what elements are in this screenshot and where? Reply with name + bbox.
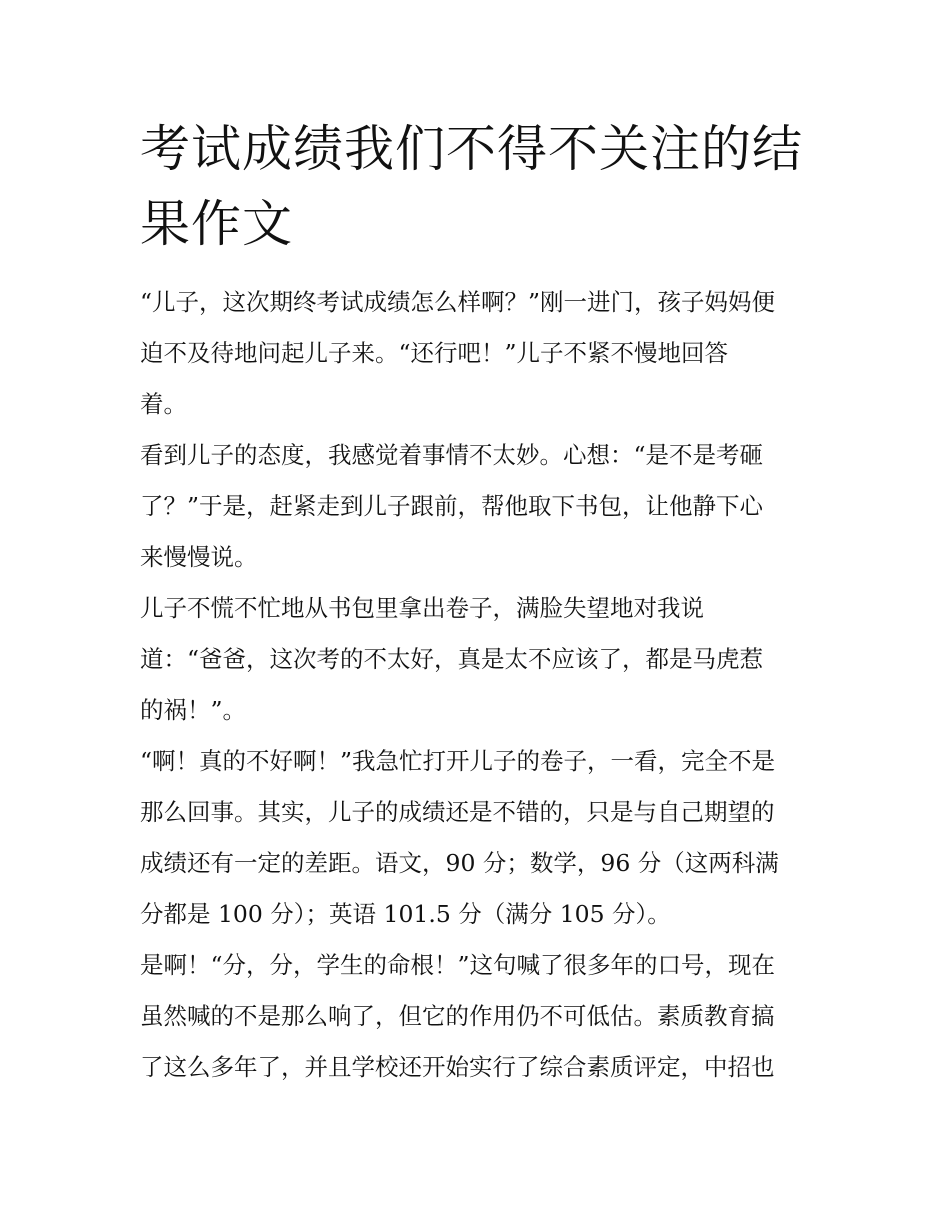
body-line: 分都是 100 分）；英语 101.5 分（满分 105 分）。 [140, 900, 671, 928]
body-line: 成绩还有一定的差距。语文，90 分；数学，96 分（这两科满 [140, 849, 779, 877]
body-line: 了这么多年了，并且学校还开始实行了综合素质评定，中招也 [140, 1053, 775, 1081]
body-line: 道：“爸爸，这次考的不太好，真是太不应该了，都是马虎惹 [140, 645, 764, 673]
body-line: 迫不及待地问起儿子来。“还行吧！”儿子不紧不慢地回答 [140, 339, 729, 367]
body-line: 那么回事。其实，儿子的成绩还是不错的，只是与自己期望的 [140, 798, 775, 826]
body-line: 来慢慢说。 [140, 543, 258, 571]
body-line: 看到儿子的态度，我感觉着事情不太妙。心想：“是不是考砸 [140, 441, 764, 469]
body-line: “儿子，这次期终考试成绩怎么样啊？”刚一进门，孩子妈妈便 [140, 288, 776, 316]
body-line: 是啊！“分，分，学生的命根！”这句喊了很多年的口号，现在 [140, 951, 776, 979]
body-line: “啊！真的不好啊！”我急忙打开儿子的卷子，一看，完全不是 [140, 747, 776, 775]
body-line: 了？”于是，赶紧走到儿子跟前，帮他取下书包，让他静下心 [140, 492, 764, 520]
title-line: 考试成绩我们不得不关注的结 [140, 120, 803, 178]
body-line: 虽然喊的不是那么响了，但它的作用仍不可低估。素质教育搞 [140, 1002, 775, 1030]
document-body [140, 277, 820, 1093]
body-line: 的祸！”。 [140, 696, 247, 724]
document-title [140, 112, 820, 262]
title-line: 果作文 [140, 195, 293, 253]
body-line: 儿子不慌不忙地从书包里拿出卷子，满脸失望地对我说 [140, 594, 704, 622]
body-line: 着。 [140, 390, 187, 418]
